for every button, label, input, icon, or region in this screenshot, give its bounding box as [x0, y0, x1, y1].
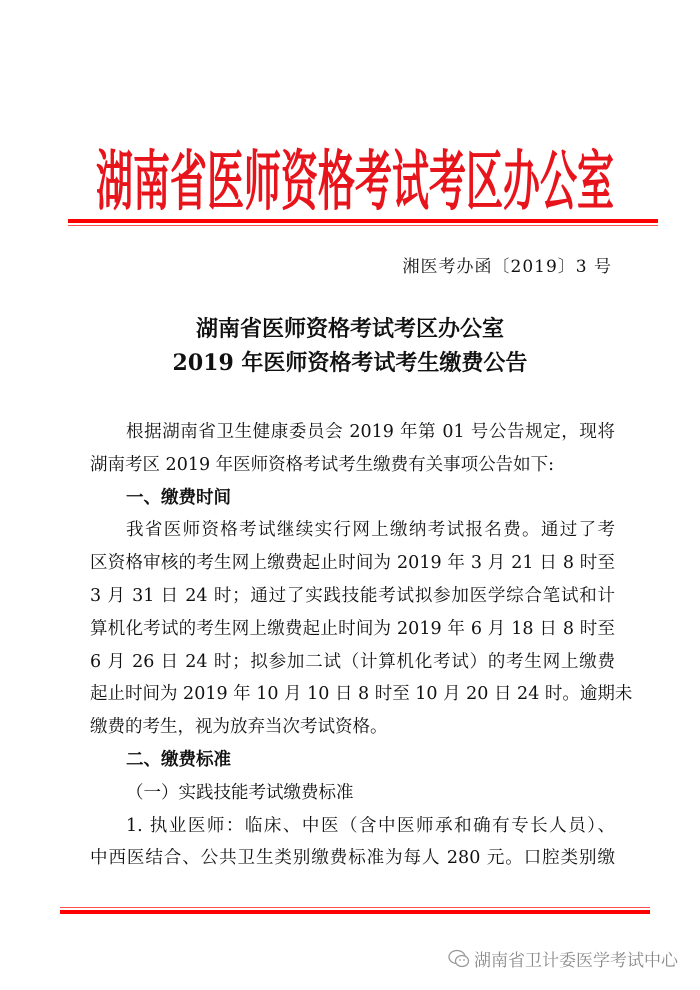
body-line: 3 月 31 日 24 时；通过了实践技能考试拟参加医学综合笔试和计	[90, 585, 615, 606]
masthead-title: 湖南省医师资格考试考区办公室	[96, 143, 614, 219]
watermark-text: 湖南省卫计委医学考试中心	[474, 951, 678, 971]
body-line: 起止时间为 2019 年 10 月 10 日 8 时至 10 月 20 日 24 时。逾期未	[90, 684, 633, 705]
body-line: 1. 执业医师：临床、中医（含中医师承和确有专长人员）、	[126, 815, 615, 836]
document-number: 湘医考办函〔2019〕3 号	[402, 257, 612, 277]
body-line: 根据湖南省卫生健康委员会 2019 年第 01 号公告规定，现将	[126, 422, 615, 442]
body-line: 我省医师资格考试继续实行网上缴纳考试报名费。通过了考	[126, 520, 615, 541]
section-heading: 二、缴费标准	[126, 749, 231, 770]
notice-title-line2: 2019 年医师资格考试考生缴费公告	[172, 350, 528, 376]
body-line: 区资格审核的考生网上缴费起止时间为 2019 年 3 月 21 日 8 时至	[90, 553, 615, 574]
body-line: 6 月 26 日 24 时；拟参加二试（计算机化考试）的考生网上缴费	[90, 651, 615, 672]
notice-title-line1: 湖南省医师资格考试考区办公室	[195, 316, 504, 342]
body-line: 中西医结合、公共卫生类别缴费标准为每人 280 元。口腔类别缴	[90, 848, 615, 869]
body-line: 缴费的考生，视为放弃当次考试资格。	[90, 717, 388, 738]
footer-divider	[60, 907, 650, 914]
body-line: 湖南考区 2019 年医师资格考试考生缴费有关事项公告如下:	[90, 454, 555, 475]
section-heading: 一、缴费时间	[126, 487, 231, 508]
notice-body	[90, 416, 633, 875]
header-divider	[68, 219, 658, 226]
body-line: 算机化考试的考生网上缴费起止时间为 2019 年 6 月 18 日 8 时至	[90, 618, 615, 639]
body-line: （一）实践技能考试缴费标准	[126, 782, 354, 803]
wechat-icon	[448, 949, 470, 969]
wechat-watermark	[448, 946, 678, 971]
